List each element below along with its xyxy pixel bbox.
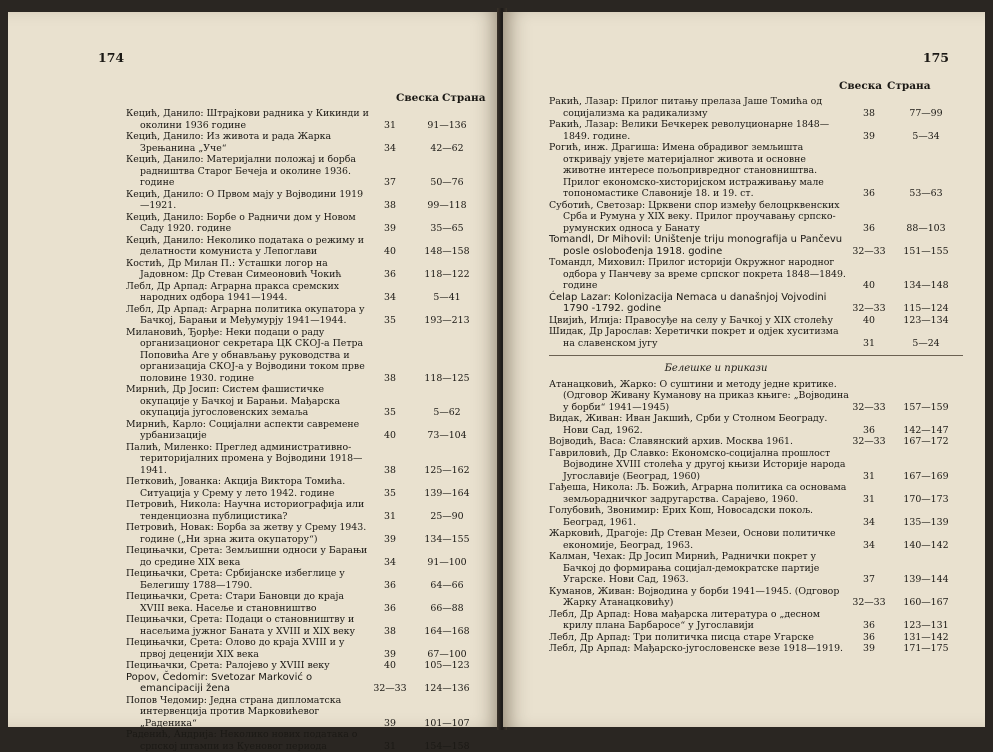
- bibliography-entry: [549, 96, 963, 119]
- entry-volume: 37: [370, 177, 410, 189]
- entry-pages: 131—142: [889, 632, 963, 644]
- bibliography-entry: [126, 384, 484, 419]
- section-divider: [549, 355, 963, 356]
- entry-title: Војводић, Васа: Славянский архив. Москва 1961.: [549, 436, 849, 448]
- bibliography-entry: [126, 476, 484, 499]
- entry-pages: 64—66: [410, 580, 484, 592]
- bibliography-entry: [126, 304, 484, 327]
- bibliography-entry: [549, 200, 963, 235]
- entry-title: Пецињачки, Срета: Подаци о становништву и насељима јужног Баната у XVIII и XIX веку: [126, 614, 370, 637]
- bibliography-entry: [549, 413, 963, 436]
- bibliography-entry: [126, 419, 484, 442]
- entry-pages: 118—122: [410, 269, 484, 281]
- entry-pages: 5—24: [889, 338, 963, 350]
- entry-volume: 38: [370, 626, 410, 638]
- bibliography-entry: [549, 326, 963, 349]
- articles-list: [549, 96, 963, 349]
- entry-volume: 34: [370, 292, 410, 304]
- entry-title: Пецињачки, Срета: Ралојево у XVIII веку: [126, 660, 370, 672]
- entry-pages: 5—41: [410, 292, 484, 304]
- entry-volume: 40: [370, 246, 410, 258]
- pages-column-header: Страна: [442, 92, 486, 104]
- bibliography-entry: [549, 436, 963, 448]
- entry-pages: 124—136: [410, 683, 484, 695]
- bibliography-entry: [126, 442, 484, 477]
- bibliography-entry: [126, 235, 484, 258]
- entry-volume: 36: [849, 188, 889, 200]
- entry-title: Раденић, Андрија: Неколико нових података о српској штампи из Куеновог периода: [126, 729, 370, 752]
- entry-volume: 37: [849, 574, 889, 586]
- entry-volume: 36: [370, 580, 410, 592]
- entry-pages: 73—104: [410, 430, 484, 442]
- entry-volume: 34: [370, 557, 410, 569]
- bibliography-entry: [126, 499, 484, 522]
- entry-pages: 167—169: [889, 471, 963, 483]
- bibliography-entry: [126, 154, 484, 189]
- entry-pages: 148—158: [410, 246, 484, 258]
- entry-title: Пецињачки, Срета: Олово до краја XVIII и у првој деценији XIX века: [126, 637, 370, 660]
- entry-pages: 193—213: [410, 315, 484, 327]
- entry-volume: 40: [849, 280, 889, 292]
- left-page: [8, 12, 500, 727]
- entry-volume: 40: [849, 315, 889, 327]
- entry-title: Popov, Čedomir: Svetozar Marković o emancipaciji žena: [126, 672, 370, 695]
- entry-volume: 40: [370, 660, 410, 672]
- entry-pages: 170—173: [889, 494, 963, 506]
- notes-and-reviews-list: [549, 379, 963, 655]
- bibliography-entry: [126, 660, 484, 672]
- entry-volume: 39: [370, 534, 410, 546]
- entry-pages: 123—131: [889, 620, 963, 632]
- entry-title: Кецић, Данило: Штрајкови радника у Кикинди и околини 1936 године: [126, 108, 370, 131]
- bibliography-entry: [126, 281, 484, 304]
- entry-title: Лебл, Др Арпад: Три политичка писца старе Угарске: [549, 632, 849, 644]
- entry-volume: 34: [849, 517, 889, 529]
- entry-title: Петровић, Никола: Научна историографија или тенденциозна публицистика?: [126, 499, 370, 522]
- entry-title: Милановић, Ђорђе: Неки подаци о раду организационог секретара ЦК СКОЈ-а Петра Поповића Аге у обнављању руководства и организација СКОЈ-а у Војводини током прве половине 1930. године: [126, 327, 370, 385]
- entry-volume: 38: [849, 108, 889, 120]
- entry-title: Видак, Живан: Иван Јакшић, Срби у Столном Београду. Нови Сад, 1962.: [549, 413, 849, 436]
- entry-title: Палић, Миленко: Преглед административно-територијалних промена у Војводини 1918—1941.: [126, 442, 370, 477]
- entry-volume: 36: [849, 620, 889, 632]
- entry-pages: 66—88: [410, 603, 484, 615]
- entry-title: Кецић, Данило: О Првом мају у Војводини 1919—1921.: [126, 189, 370, 212]
- entry-title: Пецињачки, Срета: Србијанске избеглице у Белегишу 1788—1790.: [126, 568, 370, 591]
- entry-title: Ćelap Lazar: Kolonizacija Nemaca u današnjoj Vojvodini 1790 -1792. godine: [549, 292, 849, 315]
- entry-volume: 34: [849, 540, 889, 552]
- entry-volume: 31: [370, 120, 410, 132]
- entry-title: Кецић, Данило: Борбе о Радничи дом у Новом Саду 1920. године: [126, 212, 370, 235]
- entry-title: Рогић, инж. Драгиша: Имена обрадивог земљишта откривају увјете материјалног живота и основне животне интересе пољопривредног становништва. Прилог економско-хисторијском истраживању мале топономастике Славоније 18. и 19. ст.: [549, 142, 849, 200]
- entry-title: Лебл, Др Арпад: Нова мађарска литература о „десном крилу плана Барбаросе“ у Југославији: [549, 609, 849, 632]
- entry-title: Атанацковић, Жарко: О суштини и методу једне критике. (Одговор Живану Кумановy на приказ књиге: „Војводина у борби“ 1941—1945): [549, 379, 849, 414]
- entry-pages: 118—125: [410, 373, 484, 385]
- bibliography-entry: [549, 315, 963, 327]
- bibliography-entry: [126, 672, 484, 695]
- entry-volume: 32—33: [370, 683, 410, 695]
- bibliography-entry: [549, 632, 963, 644]
- bibliography-entry: [549, 142, 963, 200]
- entry-title: Пецињачки, Срета: Стари Бановци до краја XVIII века. Насеље и становништво: [126, 591, 370, 614]
- bibliography-entry: [549, 292, 963, 315]
- bibliography-entry: [549, 234, 963, 257]
- entry-title: Лебл, Др Арпад: Аграрна политика окупатора у Бачкој, Барањи и Међумурју 1941—1944.: [126, 304, 370, 327]
- entry-title: Tomandl, Dr Mihovil: Uništenje triju monografija u Pančevu posle oslobođenja 1918. godine: [549, 234, 849, 257]
- entry-title: Ракић, Лазар: Прилог питању прелаза Јаше Томића од социјализма ка радикализму: [549, 96, 849, 119]
- entry-volume: 34: [370, 143, 410, 155]
- entry-volume: 36: [849, 425, 889, 437]
- entry-title: Жарковић, Драгоје: Др Стеван Мезеи, Основи политичке економије, Београд, 1963.: [549, 528, 849, 551]
- entry-title: Калман, Чехак: Др Јосип Мирнић, Раднички покрет у Бачкој до формирања социјал-демократске партије Угарске. Нови Сад, 1963.: [549, 551, 849, 586]
- entry-title: Петковић, Јованка: Акција Виктора Томића. Ситуација у Срему у лето 1942. године: [126, 476, 370, 499]
- bibliography-entry: [126, 568, 484, 591]
- entry-volume: 35: [370, 488, 410, 500]
- entry-volume: 35: [370, 407, 410, 419]
- entry-title: Петровић, Новак: Борба за жетву у Срему 1943. године („Ни зрна жита окупатору“): [126, 522, 370, 545]
- bibliography-entry: [549, 379, 963, 414]
- bibliography-entry: [126, 614, 484, 637]
- volume-column-header: Свеска: [839, 80, 882, 92]
- entry-volume: 32—33: [849, 246, 889, 258]
- entry-pages: 134—155: [410, 534, 484, 546]
- bibliography-entry: [126, 327, 484, 385]
- entry-pages: 91—100: [410, 557, 484, 569]
- bibliography-entry: [549, 448, 963, 483]
- entry-title: Ракић, Лазар: Велики Бечкерек револуционарне 1848—1849. године.: [549, 119, 849, 142]
- entry-pages: 139—164: [410, 488, 484, 500]
- entry-volume: 38: [370, 465, 410, 477]
- entry-title: Томандл, Миховил: Прилог историји Окружног народног одбора у Панчеву за време српског покрета 1848—1849. године: [549, 257, 849, 292]
- bibliography-entry: [126, 591, 484, 614]
- entry-pages: 42—62: [410, 143, 484, 155]
- bibliography-entry: [126, 108, 484, 131]
- entry-pages: 5—62: [410, 407, 484, 419]
- entry-volume: 39: [370, 649, 410, 661]
- bibliography-entry: [549, 609, 963, 632]
- entry-pages: 125—162: [410, 465, 484, 477]
- bibliography-entry: [126, 189, 484, 212]
- entry-title: Костић, Др Милан П.: Усташки логор на Јадовном: Др Стеван Симеоновић Чокић: [126, 258, 370, 281]
- bibliography-entry: [549, 119, 963, 142]
- entry-volume: 31: [849, 471, 889, 483]
- entry-list: [549, 96, 963, 655]
- entry-volume: 31: [370, 511, 410, 523]
- volume-column-header: Свеска: [396, 92, 439, 104]
- entry-volume: 39: [370, 223, 410, 235]
- entry-pages: 157—159: [889, 402, 963, 414]
- entry-pages: 171—175: [889, 643, 963, 655]
- entry-volume: 39: [370, 718, 410, 730]
- entry-pages: 77—99: [889, 108, 963, 120]
- entry-pages: 91—136: [410, 120, 484, 132]
- entry-title: Цвијић, Илија: Правосуђе на селу у Бачкој у XIX столећу: [549, 315, 849, 327]
- entry-pages: 140—142: [889, 540, 963, 552]
- entry-pages: 160—167: [889, 597, 963, 609]
- bibliography-entry: [126, 131, 484, 154]
- entry-title: Мирнић, Др Јосип: Систем фашистичке окупације у Бачкој и Барањи. Мађарска окупација југословенских земаља: [126, 384, 370, 419]
- bibliography-entry: [126, 729, 484, 752]
- entry-volume: 39: [849, 643, 889, 655]
- entry-title: Куманов, Живан: Војводина у борби 1941—1945. (Одговор Жарку Атанацковићу): [549, 586, 849, 609]
- entry-pages: 53—63: [889, 188, 963, 200]
- bibliography-entry: [549, 505, 963, 528]
- entry-pages: 135—139: [889, 517, 963, 529]
- right-page: [503, 12, 985, 727]
- entry-title: Кецић, Данило: Материјални положај и борба радништва Старог Бечеја и околине 1936. године: [126, 154, 370, 189]
- pages-column-header: Страна: [887, 80, 931, 92]
- entry-pages: 88—103: [889, 223, 963, 235]
- entry-title: Гађеша, Никола: Љ. Божић, Аграрна политика са основама земљорадничког задругарства. Сарајево, 1960.: [549, 482, 849, 505]
- bibliography-entry: [549, 551, 963, 586]
- entry-volume: 32—33: [849, 402, 889, 414]
- bibliography-entry: [126, 522, 484, 545]
- entry-volume: 36: [370, 603, 410, 615]
- entry-volume: 38: [370, 373, 410, 385]
- entry-volume: 36: [849, 223, 889, 235]
- entry-volume: 32—33: [849, 303, 889, 315]
- entry-title: Кецић, Данило: Из живота и рада Жарка Зрењанина „Уче“: [126, 131, 370, 154]
- bibliography-entry: [126, 212, 484, 235]
- entry-title: Кецић, Данило: Неколико података о режиму и делатности комуниста у Лепоглави: [126, 235, 370, 258]
- entry-volume: 31: [849, 338, 889, 350]
- bibliography-entry: [549, 586, 963, 609]
- bibliography-entry: [549, 528, 963, 551]
- entry-volume: 38: [370, 200, 410, 212]
- entry-title: Мирнић, Карло: Социјални аспекти савремене урбанизације: [126, 419, 370, 442]
- entry-pages: 123—134: [889, 315, 963, 327]
- entry-volume: 36: [849, 632, 889, 644]
- entry-pages: 164—168: [410, 626, 484, 638]
- entry-pages: 25—90: [410, 511, 484, 523]
- page-number: 175: [923, 50, 949, 65]
- entry-volume: 32—33: [849, 597, 889, 609]
- entry-title: Лебл, Др Арпад: Аграрна пракса сремских народних одбора 1941—1944.: [126, 281, 370, 304]
- entry-volume: 32—33: [849, 436, 889, 448]
- entry-volume: 31: [849, 494, 889, 506]
- entry-pages: 67—100: [410, 649, 484, 661]
- entry-volume: 35: [370, 315, 410, 327]
- entry-pages: 115—124: [889, 303, 963, 315]
- entry-title: Суботић, Светозар: Црквени спор између белоцрквенских Срба и Румуна у XIX веку. Прилог проучавању српско-румунских односа у Банату: [549, 200, 849, 235]
- entry-title: Лебл, Др Арпад: Мађарско-југословенске везе 1918—1919.: [549, 643, 849, 655]
- entry-title: Шидак, Др Јарослав: Херетички покрет и одјек хуситизма на славенском југу: [549, 326, 849, 349]
- bibliography-entry: [126, 695, 484, 730]
- entry-pages: 142—147: [889, 425, 963, 437]
- entry-pages: 35—65: [410, 223, 484, 235]
- entry-pages: 134—148: [889, 280, 963, 292]
- entry-title: Гавриловић, Др Славко: Економско-социјална прошлост Војводине XVIII столећа у другој књизи Историје народа Југославије (Београд, 1960): [549, 448, 849, 483]
- bibliography-entry: [549, 482, 963, 505]
- entry-pages: 99—118: [410, 200, 484, 212]
- entry-pages: 5—34: [889, 131, 963, 143]
- entry-pages: 50—76: [410, 177, 484, 189]
- bibliography-entry: [126, 258, 484, 281]
- entry-pages: 139—144: [889, 574, 963, 586]
- entry-pages: 101—107: [410, 718, 484, 730]
- bibliography-entry: [549, 257, 963, 292]
- entry-pages: 167—172: [889, 436, 963, 448]
- entry-list: [126, 108, 484, 752]
- page-number: 174: [98, 50, 124, 65]
- bibliography-entry: [549, 643, 963, 655]
- entry-pages: 105—123: [410, 660, 484, 672]
- entry-volume: 40: [370, 430, 410, 442]
- entry-pages: 154—158: [410, 741, 484, 752]
- entry-volume: 31: [370, 741, 410, 752]
- entry-title: Голубовић, Звонимир: Ерих Кош, Новосадски покољ. Београд, 1961.: [549, 505, 849, 528]
- entry-volume: 39: [849, 131, 889, 143]
- entry-title: Попов Чедомир: Једна страна дипломатска интервенција против Марковићевог „Раденика“: [126, 695, 370, 730]
- bibliography-entry: [126, 637, 484, 660]
- entry-title: Пецињачки, Срета: Земљишни односи у Барањи до средине XIX века: [126, 545, 370, 568]
- entry-pages: 151—155: [889, 246, 963, 258]
- entry-volume: 36: [370, 269, 410, 281]
- bibliography-entry: [126, 545, 484, 568]
- section-title: Белешке и прикази: [549, 363, 963, 375]
